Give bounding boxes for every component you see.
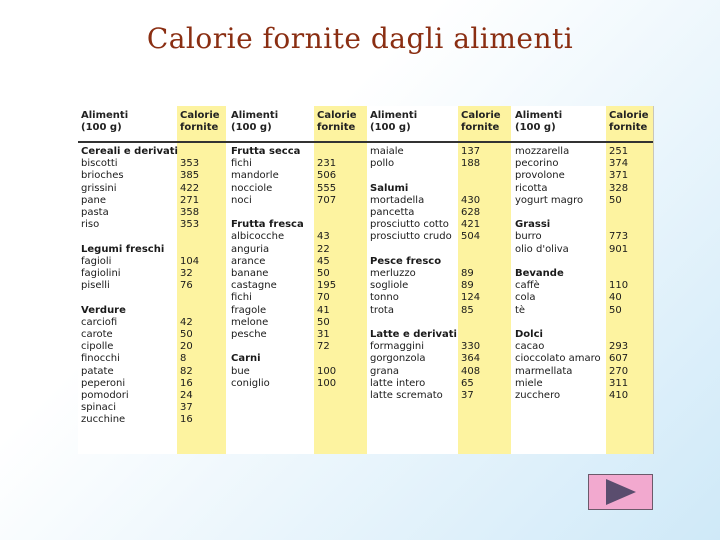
table-cell: fagiolini (81, 268, 121, 280)
spacer (609, 268, 628, 280)
table-cell: 110 (609, 280, 629, 292)
table-cell: zucchero (515, 390, 561, 402)
table-cell: 773 (609, 231, 629, 243)
table-cell: marmellata (515, 365, 573, 377)
spacer (609, 317, 628, 329)
table-cell: 188 (461, 158, 481, 170)
calorie-column-4 (609, 146, 628, 402)
table-cell: 24 (180, 390, 193, 402)
spacer (231, 207, 304, 219)
spacer (515, 256, 601, 268)
table-cell: anguria (231, 243, 270, 255)
header-calorie: Calorie fornite (317, 110, 357, 133)
table-cell: pecorino (515, 158, 559, 170)
table-cell: brioches (81, 170, 124, 182)
table-cell: 16 (180, 377, 193, 389)
table-cell: burro (515, 231, 542, 243)
spacer (370, 244, 457, 256)
table-cell: 37 (461, 390, 474, 402)
table-cell: noci (231, 194, 252, 206)
spacer (370, 317, 457, 329)
table-cell: 374 (609, 158, 629, 170)
calorie-table (78, 106, 654, 454)
table-cell: 72 (317, 341, 330, 353)
table-cell: latte intero (370, 377, 426, 389)
section-heading: Cereali e derivati (81, 146, 178, 157)
table-cell: pesche (231, 329, 267, 341)
table-cell: gorgonzola (370, 353, 426, 365)
table-cell: cioccolato amaro (515, 353, 601, 365)
table-cell: 70 (317, 292, 330, 304)
table-cell: biscotti (81, 158, 118, 170)
table-cell: 628 (461, 207, 481, 219)
table-cell: 100 (317, 377, 337, 389)
table-cell: 50 (317, 268, 330, 280)
table-cell: maiale (370, 146, 404, 157)
table-cell: 422 (180, 182, 200, 194)
table-cell: carote (81, 329, 113, 341)
spacer (515, 207, 601, 219)
play-arrow-icon (606, 479, 636, 505)
table-cell: grana (370, 365, 400, 377)
spacer (317, 353, 336, 365)
table-cell: ricotta (515, 182, 548, 194)
table-cell: 231 (317, 158, 337, 170)
table-cell: 410 (609, 390, 629, 402)
table-cell: fichi (231, 158, 252, 170)
table-cell: 358 (180, 207, 200, 219)
table-cell: 43 (317, 231, 330, 243)
table-cell: prosciutto cotto (370, 219, 449, 231)
table-cell: trota (370, 304, 394, 316)
table-cell: 251 (609, 146, 629, 157)
table-cell: cola (515, 292, 536, 304)
header-alimenti: Alimenti (100 g) (81, 110, 129, 133)
table-cell: arance (231, 255, 266, 267)
table-cell: 353 (180, 219, 200, 231)
table-cell: formaggini (370, 341, 425, 353)
header-divider (78, 141, 653, 143)
section-heading: Frutta secca (231, 146, 301, 157)
table-cell: 607 (609, 353, 629, 365)
table-cell: 41 (317, 304, 330, 316)
table-cell: pane (81, 194, 106, 206)
table-cell: 65 (461, 377, 474, 389)
table-cell: riso (81, 219, 100, 231)
table-cell: 50 (609, 304, 622, 316)
table-cell: banane (231, 268, 269, 280)
table-cell: yogurt magro (515, 194, 584, 206)
food-column-4 (515, 146, 601, 402)
section-heading: Grassi (515, 219, 551, 231)
table-cell: fragole (231, 304, 267, 316)
section-heading: Pesce fresco (370, 255, 442, 267)
table-cell: 901 (609, 243, 629, 255)
table-cell: finocchi (81, 353, 120, 365)
spacer (609, 256, 628, 268)
section-heading: Carni (231, 353, 261, 365)
table-cell: 293 (609, 341, 629, 353)
table-cell: 328 (609, 182, 629, 194)
table-cell: albicocche (231, 231, 285, 243)
food-column-3 (370, 146, 457, 402)
table-cell: 555 (317, 182, 337, 194)
table-cell: 371 (609, 170, 629, 182)
next-slide-button[interactable] (588, 474, 653, 510)
table-cell: cacao (515, 341, 545, 353)
table-cell: pasta (81, 207, 109, 219)
spacer (461, 256, 480, 268)
spacer (180, 305, 199, 317)
table-cell: 42 (180, 316, 193, 328)
table-cell: pancetta (370, 207, 415, 219)
spacer (461, 329, 480, 341)
table-cell: 311 (609, 377, 629, 389)
table-cell: olio d'oliva (515, 243, 569, 255)
spacer (317, 219, 336, 231)
spacer (180, 146, 199, 158)
header-calorie: Calorie fornite (461, 110, 501, 133)
table-cell: melone (231, 316, 269, 328)
table-cell: 37 (180, 402, 193, 414)
spacer (461, 317, 480, 329)
table-cell: 421 (461, 219, 481, 231)
table-cell: pomodori (81, 390, 129, 402)
table-cell: sogliole (370, 280, 409, 292)
table-cell: nocciole (231, 182, 273, 194)
table-cell: 270 (609, 365, 629, 377)
table-cell: zucchine (81, 414, 126, 426)
header-alimenti: Alimenti (100 g) (515, 110, 563, 133)
table-cell: tè (515, 304, 526, 316)
table-cell: 504 (461, 231, 481, 243)
table-cell: 124 (461, 292, 481, 304)
table-cell: carciofi (81, 316, 118, 328)
section-heading: Bevande (515, 268, 564, 280)
spacer (180, 244, 199, 256)
table-cell: 20 (180, 341, 193, 353)
table-cell: 50 (317, 316, 330, 328)
table-cell: 104 (180, 255, 200, 267)
table-cell: patate (81, 365, 114, 377)
table-cell: 22 (317, 243, 330, 255)
spacer (317, 146, 336, 158)
spacer (609, 207, 628, 219)
slide-title: Calorie fornite dagli alimenti (146, 22, 574, 55)
spacer (231, 341, 304, 353)
food-column-1 (81, 146, 178, 427)
calorie-column-2 (317, 146, 336, 390)
table-cell: spinaci (81, 402, 117, 414)
table-cell: mozzarella (515, 146, 570, 157)
spacer (81, 292, 178, 304)
table-cell: 271 (180, 194, 200, 206)
spacer (370, 170, 457, 182)
spacer (461, 170, 480, 182)
food-column-2 (231, 146, 304, 390)
table-cell: 50 (609, 194, 622, 206)
section-heading: Verdure (81, 304, 126, 316)
table-cell: 76 (180, 280, 193, 292)
table-cell: bue (231, 365, 250, 377)
table-cell: 330 (461, 341, 481, 353)
table-cell: 31 (317, 329, 330, 341)
table-cell: 408 (461, 365, 481, 377)
table-cell: pollo (370, 158, 395, 170)
calorie-column-3 (461, 146, 480, 402)
table-cell: 89 (461, 280, 474, 292)
table-cell: grissini (81, 182, 117, 194)
table-cell: latte scremato (370, 390, 443, 402)
table-cell: 32 (180, 268, 193, 280)
table-cell: fagioli (81, 255, 112, 267)
header-calorie: Calorie fornite (609, 110, 649, 133)
section-heading: Dolci (515, 329, 543, 341)
calorie-column-1 (180, 146, 199, 427)
table-cell: 50 (180, 329, 193, 341)
table-cell: castagne (231, 280, 277, 292)
section-heading: Latte e derivati (370, 329, 457, 341)
table-cell: merluzzo (370, 268, 416, 280)
table-cell: miele (515, 377, 543, 389)
spacer (180, 231, 199, 243)
table-cell: prosciutto crudo (370, 231, 452, 243)
table-cell: 364 (461, 353, 481, 365)
table-cell: 45 (317, 255, 330, 267)
table-cell: 100 (317, 365, 337, 377)
table-cell: tonno (370, 292, 399, 304)
table-cell: 16 (180, 414, 193, 426)
table-cell: 430 (461, 194, 481, 206)
spacer (461, 244, 480, 256)
spacer (515, 317, 601, 329)
table-cell: 82 (180, 365, 193, 377)
table-cell: 707 (317, 194, 337, 206)
table-cell: 8 (180, 353, 187, 365)
header-alimenti: Alimenti (100 g) (231, 110, 279, 133)
spacer (81, 231, 178, 243)
table-cell: 506 (317, 170, 337, 182)
table-cell: mandorle (231, 170, 279, 182)
spacer (609, 219, 628, 231)
table-cell: piselli (81, 280, 110, 292)
spacer (609, 329, 628, 341)
table-cell: caffè (515, 280, 540, 292)
table-cell: 137 (461, 146, 481, 157)
table-cell: 353 (180, 158, 200, 170)
section-heading: Legumi freschi (81, 243, 165, 255)
header-calorie: Calorie fornite (180, 110, 220, 133)
table-cell: coniglio (231, 377, 270, 389)
header-alimenti: Alimenti (100 g) (370, 110, 418, 133)
table-cell: cipolle (81, 341, 114, 353)
table-cell: provolone (515, 170, 565, 182)
table-cell: 85 (461, 304, 474, 316)
spacer (461, 183, 480, 195)
table-cell: mortadella (370, 194, 425, 206)
table-cell: fichi (231, 292, 252, 304)
section-heading: Frutta fresca (231, 219, 304, 231)
table-cell: 385 (180, 170, 200, 182)
table-cell: 40 (609, 292, 622, 304)
section-heading: Salumi (370, 182, 409, 194)
table-cell: 89 (461, 268, 474, 280)
table-cell: 195 (317, 280, 337, 292)
spacer (180, 292, 199, 304)
spacer (317, 207, 336, 219)
table-cell: peperoni (81, 377, 126, 389)
